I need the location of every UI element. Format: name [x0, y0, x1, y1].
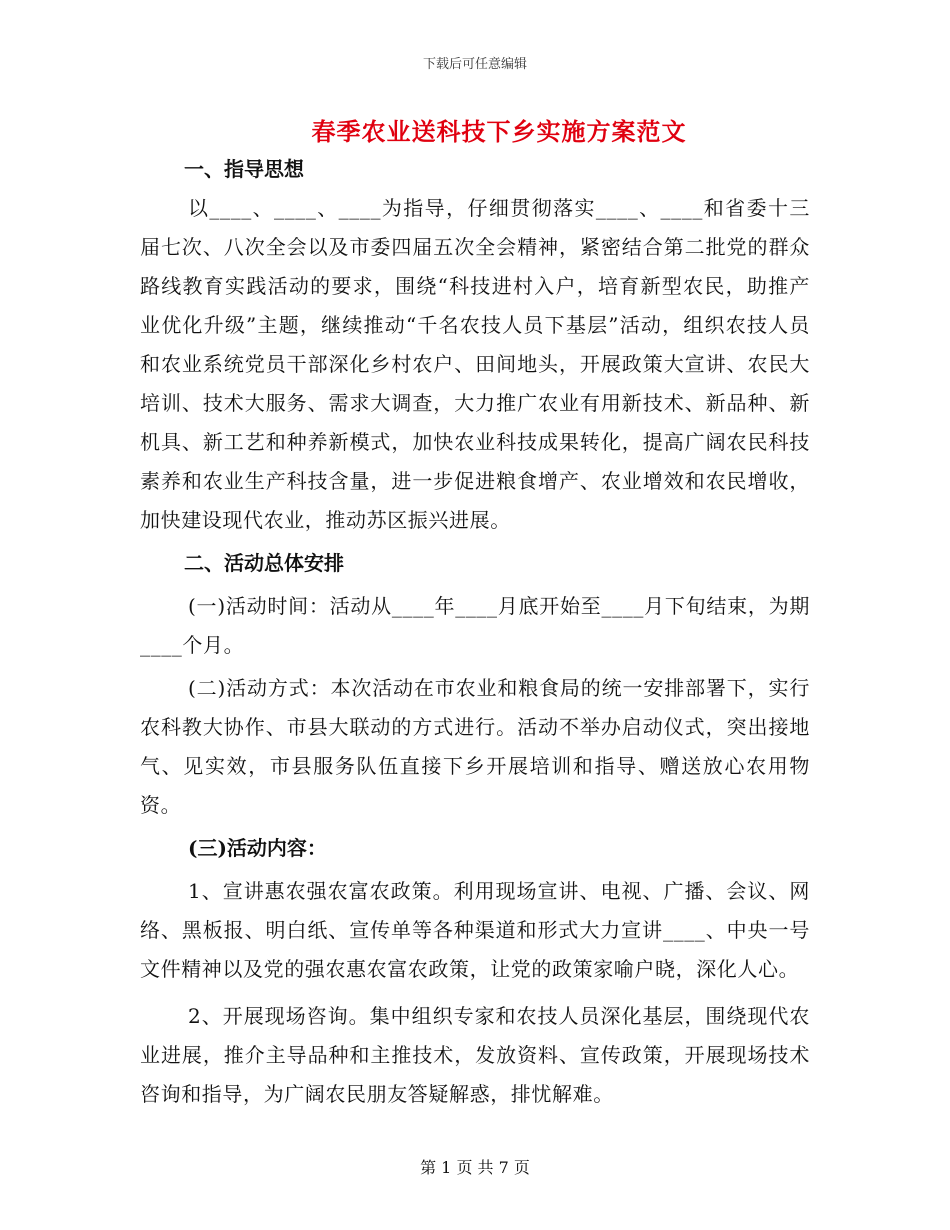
- paragraph-activity-method: (二)活动方式：本次活动在市农业和粮食局的统一安排部署下，实行农科教大协作、市县大联动的方式进行。活动不举办启动仪式，突出接地气、见实效，市县服务队伍直接下乡开展培训和指导、赠送放心农用物资。: [140, 676, 810, 817]
- paragraph-guiding-ideology: 以____、____、____为指导，仔细贯彻落实____、____和省委十三届七次、八次全会以及市委四届五次全会精神，紧密结合第二批党的群众路线教育实践活动的要求，围绕“科技进村入户，培育新型农民，助推产业优化升级”主题，继续推动“千名农技人员下基层”活动，组织农技人员和农业系统党员干部深化乡村农户、田间地头，开展政策大宣讲、农民大培训、技术大服务、需求大调查，大力推广农业有用新技术、新品种、新机具、新工艺和种养新模式，加快农业科技成果转化，提高广阔农民科技素养和农业生产科技含量，进一步促进粮食增产、农业增效和农民增收，加快建设现代农业，推动苏区振兴进展。: [140, 196, 810, 532]
- paragraph-onsite-consultation: 2、开展现场咨询。集中组织专家和农技人员深化基层，围绕现代农业进展，推介主导品种和主推技术，发放资料、宣传政策，开展现场技术咨询和指导，为广阔农民朋友答疑解惑，排忧解难。: [140, 1004, 810, 1106]
- document-body: [140, 150, 810, 1114]
- header-note: 下载后可任意编辑: [422, 57, 527, 72]
- page-number: 第 1 页 共 7 页: [420, 1158, 530, 1177]
- section-heading-overall-arrangement: 二、活动总体安排: [184, 551, 344, 575]
- paragraph-policy-promotion: 1、宣讲惠农强农富农政策。利用现场宣讲、电视、广播、会议、网络、黑板报、明白纸、宣传单等各种渠道和形式大力宣讲____、中央一号文件精神以及党的强农惠农富农政策，让党的政策家喻户晓，深化人心。: [140, 879, 810, 981]
- document-title: 春季农业送科技下乡实施方案范文: [311, 117, 687, 146]
- section-heading-guiding-ideology: 一、指导思想: [184, 157, 304, 181]
- paragraph-activity-time: (一)活动时间：活动从____年____月底开始至____月下旬结束，为期____个月。: [140, 594, 810, 657]
- subheading-activity-content: (三)活动内容：: [188, 836, 327, 860]
